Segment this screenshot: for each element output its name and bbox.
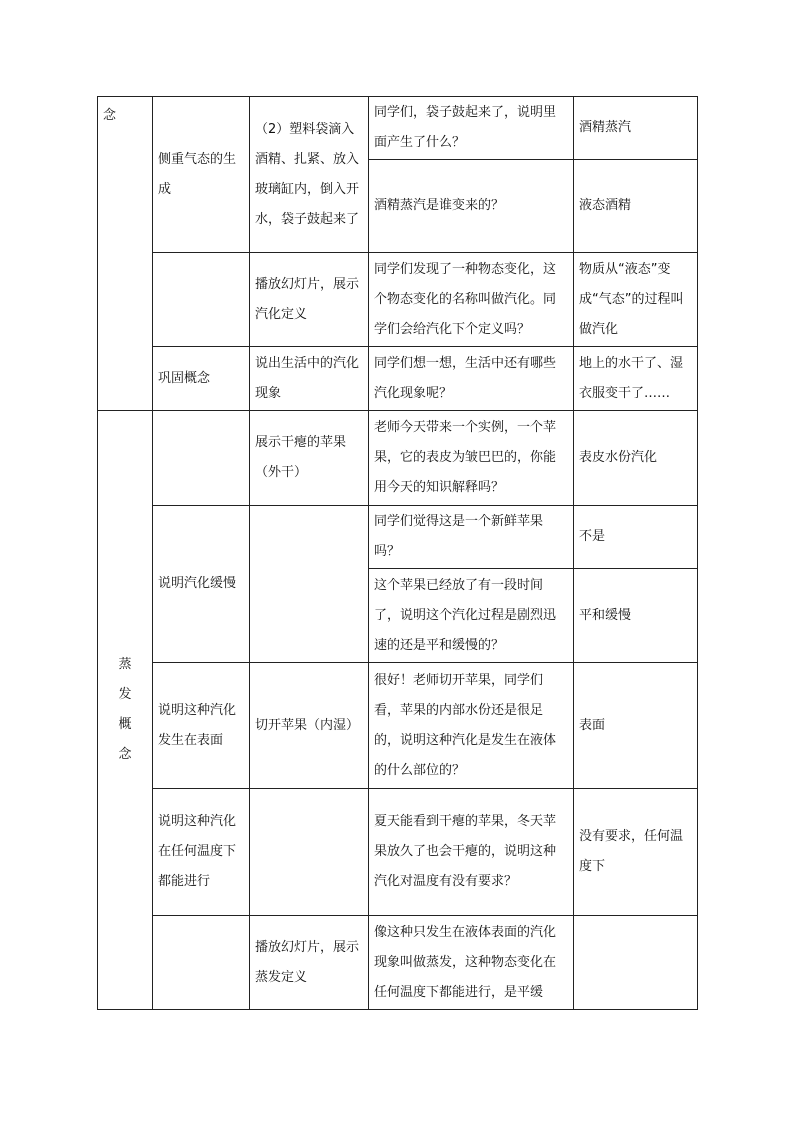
- stage-cell: 说明这种汽化发生在表面: [153, 663, 250, 789]
- question-cell: 酒精蒸汽是谁变来的？: [369, 160, 574, 253]
- stage-cell: 侧重气态的生成: [153, 97, 250, 253]
- stage-cell: [153, 916, 250, 1010]
- stage-cell: 巩固概念: [153, 347, 250, 411]
- table-row: [98, 411, 698, 506]
- question-cell: 同学们觉得这是一个新鲜苹果吗？: [369, 506, 574, 569]
- answer-cell: 平和缓慢: [574, 569, 698, 663]
- activity-cell: 播放幻灯片，展示蒸发定义: [250, 916, 369, 1010]
- activity-cell: 展示干瘪的苹果（外干）: [250, 411, 369, 506]
- table-row: [98, 506, 698, 569]
- question-cell: 这个苹果已经放了有一段时间了，说明这个汽化过程是剧烈迅速的还是平和缓慢的？: [369, 569, 574, 663]
- stage-cell: [153, 253, 250, 347]
- question-cell: 像这种只发生在液体表面的汽化现象叫做蒸发，这种物态变化在任何温度下都能进行，是平缓: [369, 916, 574, 1010]
- stage-cell: [153, 411, 250, 506]
- section-label-evaporation: 蒸发概念: [98, 411, 153, 1010]
- table-row: [98, 253, 698, 347]
- answer-cell: 表皮水份汽化: [574, 411, 698, 506]
- answer-cell: 物质从“液态”变成“气态”的过程叫做汽化: [574, 253, 698, 347]
- table-row: [98, 663, 698, 789]
- stage-cell: 说明这种汽化在任何温度下都能进行: [153, 789, 250, 916]
- answer-cell: 不是: [574, 506, 698, 569]
- section-label-concept: 念: [98, 97, 153, 411]
- question-cell: 老师今天带来一个实例，一个苹果，它的表皮为皱巴巴的，你能用今天的知识解释吗？: [369, 411, 574, 506]
- answer-cell: 液态酒精: [574, 160, 698, 253]
- table-row: [98, 916, 698, 1010]
- activity-cell: [250, 506, 369, 663]
- table-row: [98, 97, 698, 160]
- table-row: [98, 347, 698, 411]
- table-row: [98, 789, 698, 916]
- activity-cell: 切开苹果（内湿）: [250, 663, 369, 789]
- activity-cell: 播放幻灯片，展示汽化定义: [250, 253, 369, 347]
- activity-cell: （2）塑料袋滴入酒精、扎紧、放入玻璃缸内，倒入开水，袋子鼓起来了: [250, 97, 369, 253]
- question-cell: 同学们想一想，生活中还有哪些汽化现象呢？: [369, 347, 574, 411]
- answer-cell: 酒精蒸汽: [574, 97, 698, 160]
- activity-cell: 说出生活中的汽化现象: [250, 347, 369, 411]
- stage-cell: 说明汽化缓慢: [153, 506, 250, 663]
- answer-cell: [574, 916, 698, 1010]
- answer-cell: 地上的水干了、湿衣服变干了……: [574, 347, 698, 411]
- lesson-plan-table: [97, 96, 698, 1010]
- answer-cell: 表面: [574, 663, 698, 789]
- question-cell: 很好！老师切开苹果，同学们看，苹果的内部水份还是很足的，说明这种汽化是发生在液体的什么部位的？: [369, 663, 574, 789]
- answer-cell: 没有要求，任何温度下: [574, 789, 698, 916]
- question-cell: 夏天能看到干瘪的苹果，冬天苹果放久了也会干瘪的，说明这种汽化对温度有没有要求？: [369, 789, 574, 916]
- question-cell: 同学们发现了一种物态变化，这个物态变化的名称叫做汽化。同学们会给汽化下个定义吗？: [369, 253, 574, 347]
- question-cell: 同学们，袋子鼓起来了，说明里面产生了什么？: [369, 97, 574, 160]
- activity-cell: [250, 789, 369, 916]
